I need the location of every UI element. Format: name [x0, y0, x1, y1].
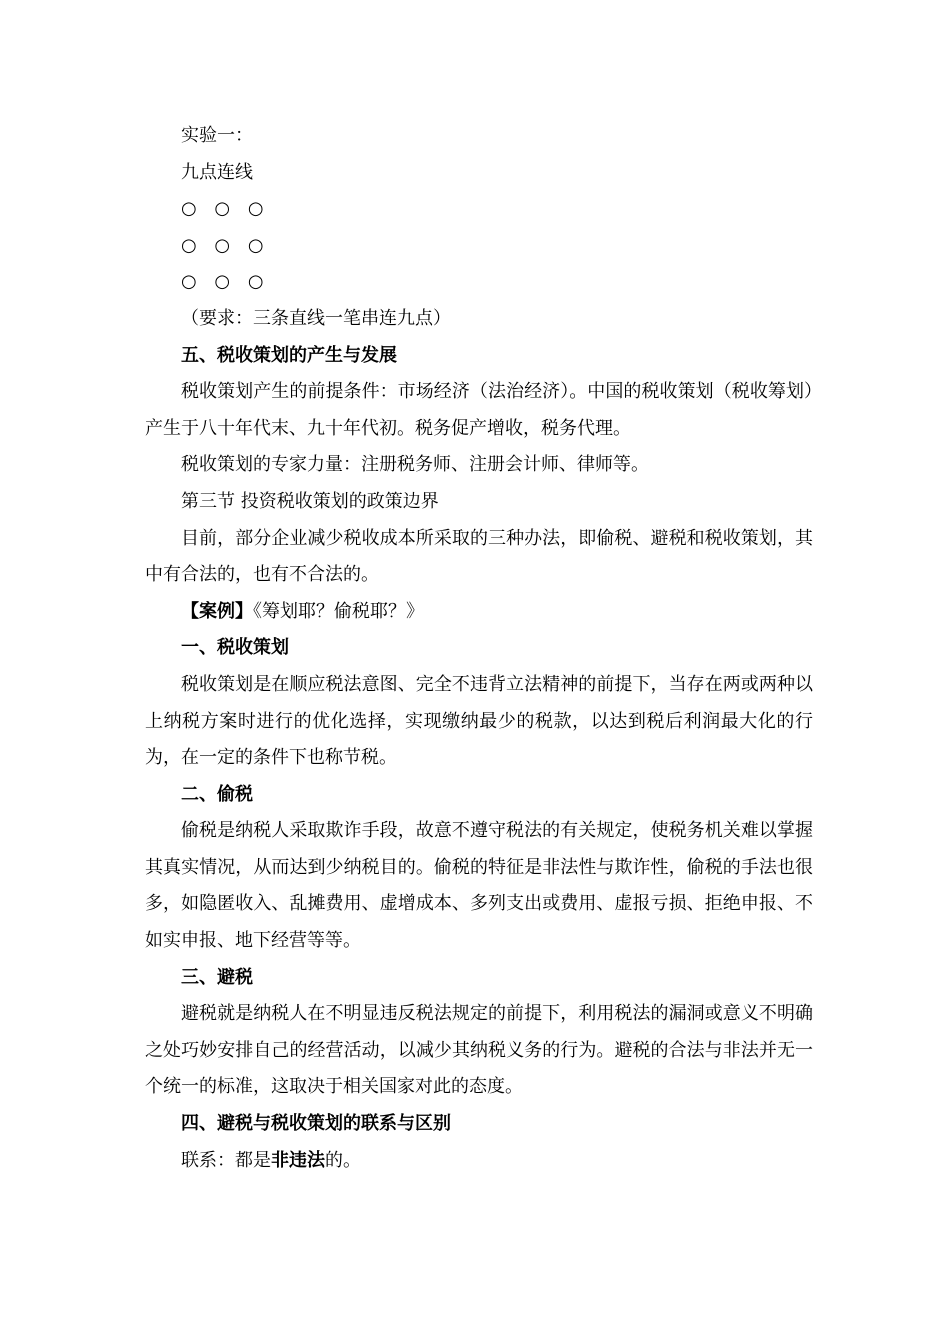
relation-emphasis: 非违法 — [271, 1149, 325, 1171]
item-2-heading: 二、偷税 — [181, 783, 253, 805]
section3-intro — [145, 521, 813, 594]
experiment-requirement: （要求：三条直线一笔串连九点） — [181, 307, 451, 329]
experiment-title: 九点连线 — [181, 161, 253, 183]
section3-heading: 第三节 投资税收策划的政策边界 — [181, 490, 439, 512]
item-2-body: 偷税是纳税人采取欺诈手段，故意不遵守税法的有关规定，使税务机关难以掌握其真实情况，从而达到少纳税目的。偷税的特征是非法性与欺诈性，偷税的手法也很多，如隐匿收入、乱摊费用、虚增成本、多列支出或费用、虚报亏损、拒绝申报、不如实申报、地下经营等等。 — [145, 820, 813, 952]
section3-intro-prefix: 目前， — [181, 527, 236, 549]
experiment-label: 实验一： — [181, 125, 253, 146]
item-1-heading: 一、税收策划 — [181, 637, 289, 659]
item-4-heading: 四、避税与税收策划的联系与区别 — [181, 1113, 451, 1135]
item-3-heading: 三、避税 — [181, 966, 253, 988]
case-line — [145, 594, 813, 631]
case-title: 《筹划耶？偷税耶？》 — [253, 600, 424, 622]
document-body — [145, 118, 813, 1179]
relation-line — [145, 1143, 813, 1180]
section5-paragraph-2: 税收策划的专家力量：注册税务师、注册会计师、律师等。 — [181, 454, 649, 476]
circle-row-3: ○ ○ ○ — [181, 271, 270, 293]
relation-prefix: 联系：都是 — [181, 1149, 271, 1171]
item-1-body: 税收策划是在顺应税法意图、完全不违背立法精神的前提下，当存在两或两种以上纳税方案时进行的优化选择，实现缴纳最少的税款，以达到税后利润最大化的行为，在一定的条件下也称节税。 — [145, 673, 813, 769]
section5-paragraph-1: 税收策划产生的前提条件：市场经济（法治经济）。中国的税收策划（税收筹划）产生于八十年代末、九十年代初。税务促产增收，税务代理。 — [145, 381, 813, 439]
case-label: 【案例】 — [181, 600, 253, 622]
section3-intro-rest: 部分企业减少税收成本所采取的三种办法，即偷税、避税和税收策划，其中有合法的，也有不合法的。 — [145, 527, 814, 586]
item-3-body: 避税就是纳税人在不明显违反税法规定的前提下，利用税法的漏洞或意义不明确之处巧妙安排自己的经营活动，以减少其纳税义务的行为。避税的合法与非法并无一个统一的标准，这取决于相关国家对此的态度。 — [145, 1003, 813, 1098]
circle-row-2: ○ ○ ○ — [181, 234, 270, 256]
circle-row-1: ○ ○ ○ — [181, 198, 270, 220]
relation-suffix: 的。 — [325, 1149, 361, 1171]
section5-heading: 五、税收策划的产生与发展 — [181, 344, 397, 366]
